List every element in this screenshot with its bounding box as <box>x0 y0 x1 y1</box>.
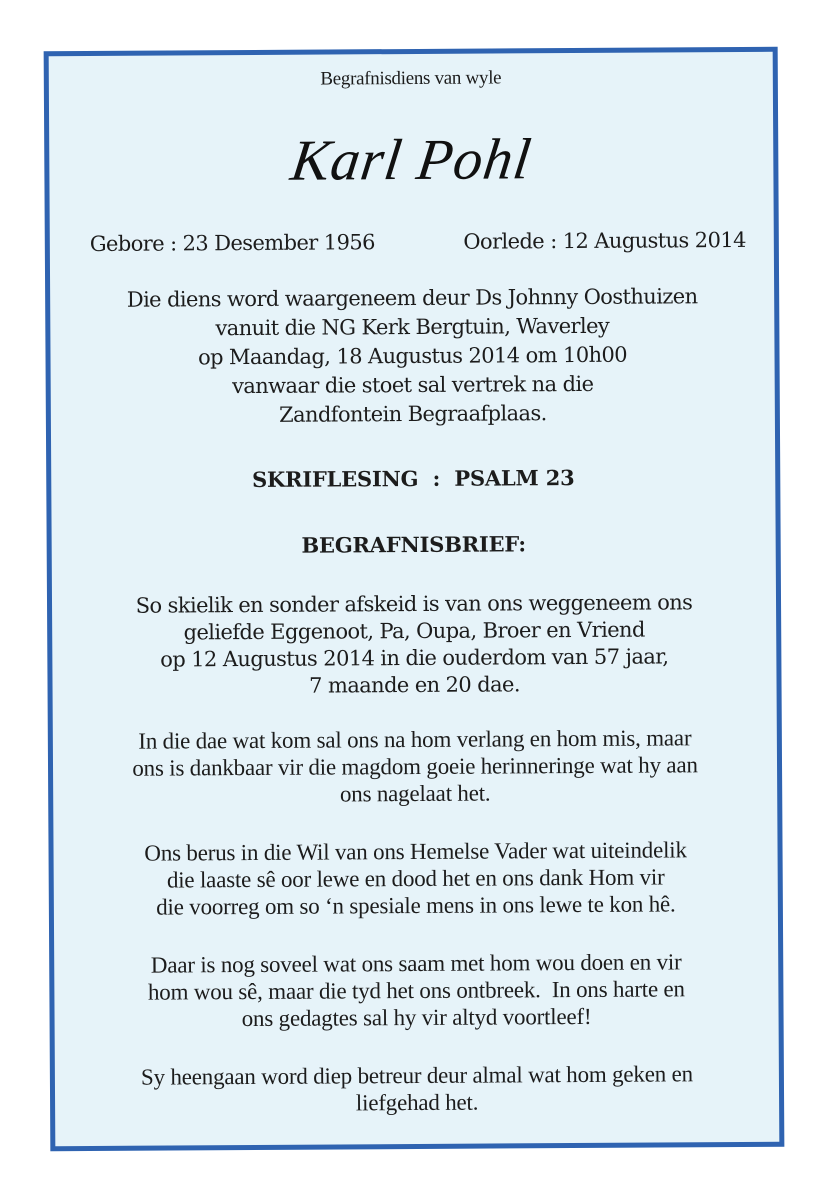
service-line: Die diens word waargeneem deur Ds Johnny Oosthuizen <box>126 284 698 312</box>
paragraph-line: die laaste sê oor lewe en dood het en ons dank Hom vir <box>166 864 665 893</box>
death-date: Oorlede : 12 Augustus 2014 <box>463 227 746 254</box>
scripture-heading: SKRIFLESING : PSALM 23 <box>251 465 575 492</box>
paragraph-line: So skielik en sonder afskeid is van ons weggeneem ons <box>135 590 693 618</box>
letter-paragraph <box>53 836 777 921</box>
letter-paragraph <box>55 1060 779 1118</box>
service-line: vanuit die NG Kerk Bergtuin, Waverley <box>215 313 610 341</box>
card-frame <box>44 47 785 1151</box>
paragraph-line: geliefde Eggenoot, Pa, Oupa, Broer en Vriend <box>183 617 645 645</box>
paragraph-line: Daar is nog soveel wat ons saam met hom wou doen en vir <box>150 949 682 978</box>
service-line: op Maandag, 18 Augustus 2014 om 10h00 <box>197 342 628 370</box>
letter-heading: BEGRAFNISBRIEF: <box>301 531 526 558</box>
birth-date: Gebore : 23 Desember 1956 <box>89 230 375 256</box>
card-content <box>49 52 780 1146</box>
paragraph-line: Sy heengaan word diep betreur deur almal wat hom geken en <box>140 1061 693 1090</box>
paragraph-line: Ons berus in die Wil van ons Hemelse Vader wat uiteindelik <box>144 837 687 866</box>
letter-paragraph <box>54 948 778 1033</box>
paragraph-line: 7 maande en 20 dae. <box>309 672 520 698</box>
paragraph-line: ons is dankbaar vir die magdom goeie herinneringe wat hy aan <box>132 752 698 781</box>
deceased-name: Karl Pohl <box>287 126 536 193</box>
paragraph-line: op 12 Augustus 2014 in die ouderdom van 57 jaar, <box>160 644 669 672</box>
paragraph-line: ons gedagtes sal hy vir altyd voortleef! <box>241 1003 592 1032</box>
service-line: Zandfontein Begraafplaas. <box>278 401 547 427</box>
paragraph-line: In die dae wat kom sal ons na hom verlang en hom mis, maar <box>138 725 692 754</box>
dates-row <box>90 228 746 256</box>
service-line: vanwaar die stoet sal vertrek na die <box>231 371 594 399</box>
intro-line: Begrafnisdiens van wyle <box>320 67 502 90</box>
paragraph-line: liefgehad het. <box>355 1089 479 1116</box>
letter-paragraph <box>52 589 777 701</box>
paragraph-line: die voorreg om so ‘n spesiale mens in ons lewe te kon hê. <box>156 891 676 920</box>
letter-paragraph <box>53 724 777 809</box>
paragraph-line: hom wou sê, maar die tyd het ons ontbreek. In ons harte en <box>147 976 685 1005</box>
service-details <box>50 282 775 431</box>
paragraph-line: ons nagelaat het. <box>339 780 491 807</box>
